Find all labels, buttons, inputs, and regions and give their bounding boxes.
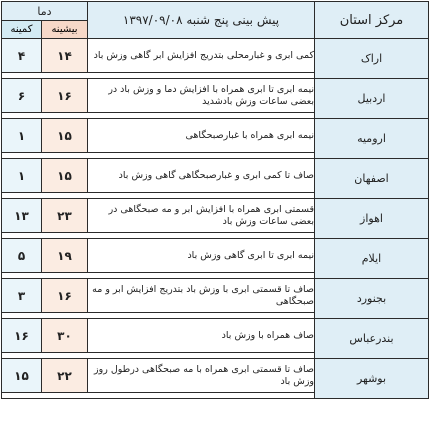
min-temp-cell: ۳ [2,279,42,313]
table-row [2,159,429,193]
max-temp-cell: ۱۵ [42,119,88,153]
spacer-cell [2,393,315,399]
max-temp-cell: ۲۳ [42,199,88,233]
min-temp-cell: ۱۳ [2,199,42,233]
province-cell: بندرعباس [315,319,429,359]
max-temp-cell: ۳۰ [42,319,88,353]
max-temp-cell: ۱۹ [42,239,88,273]
province-cell: اصفهان [315,159,429,199]
forecast-description: قسمتی ابری همراه با افزایش ابر و مه صبحگاهی در بعضی ساعات وزش باد [88,199,315,233]
table-row [2,359,429,393]
min-temp-header: کمینه [2,21,42,39]
min-temp-cell: ۴ [2,39,42,73]
forecast-description: صاف تا قسمتی ابری با وزش باد بتدریج افزایش ابر و مه صبحگاهی [88,279,315,313]
max-temp-cell: ۱۶ [42,279,88,313]
max-temp-cell: ۱۶ [42,79,88,113]
province-cell: اهواز [315,199,429,239]
province-cell: اراک [315,39,429,79]
province-cell: بجنورد [315,279,429,319]
forecast-description: نیمه ابری تا ابری همراه با افزایش دما و وزش باد در بعضی ساعات وزش بادشدید [88,79,315,113]
max-temp-cell: ۲۲ [42,359,88,393]
table-row [2,79,429,113]
forecast-description: صاف همراه با وزش باد [88,319,315,353]
table-row [2,239,429,273]
header-row [2,2,429,21]
table-row [2,279,429,313]
min-temp-cell: ۵ [2,239,42,273]
forecast-description: صاف تا قسمتی ابری همراه با مه صبحگاهی درطول روز وزش باد [88,359,315,393]
table-row [2,39,429,73]
table-row [2,119,429,153]
min-temp-cell: ۶ [2,79,42,113]
forecast-header: پیش بینی پنج شنبه ۱۳۹۷/۰۹/۰۸ [88,2,315,39]
forecast-description: نیمه ابری همراه با غبارصبحگاهی [88,119,315,153]
max-temp-cell: ۱۵ [42,159,88,193]
province-header: مرکز استان [315,2,429,39]
province-cell: ارومیه [315,119,429,159]
table-row [2,199,429,233]
temperature-header: دما [2,2,88,21]
forecast-description: کمی ابری و غبارمحلی بتدریج افزایش ابر گاهی وزش باد [88,39,315,73]
province-cell: اردبیل [315,79,429,119]
forecast-description: نیمه ابری تا ابری گاهی وزش باد [88,239,315,273]
max-temp-cell: ۱۴ [42,39,88,73]
min-temp-cell: ۱ [2,159,42,193]
province-cell: ایلام [315,239,429,279]
forecast-description: صاف تا کمی ابری و غبارصبحگاهی گاهی وزش باد [88,159,315,193]
min-temp-cell: ۱۶ [2,319,42,353]
min-temp-cell: ۱۵ [2,359,42,393]
table-row [2,319,429,353]
province-cell: بوشهر [315,359,429,399]
min-temp-cell: ۱ [2,119,42,153]
max-temp-header: بیشینه [42,21,88,39]
forecast-table [1,1,429,399]
